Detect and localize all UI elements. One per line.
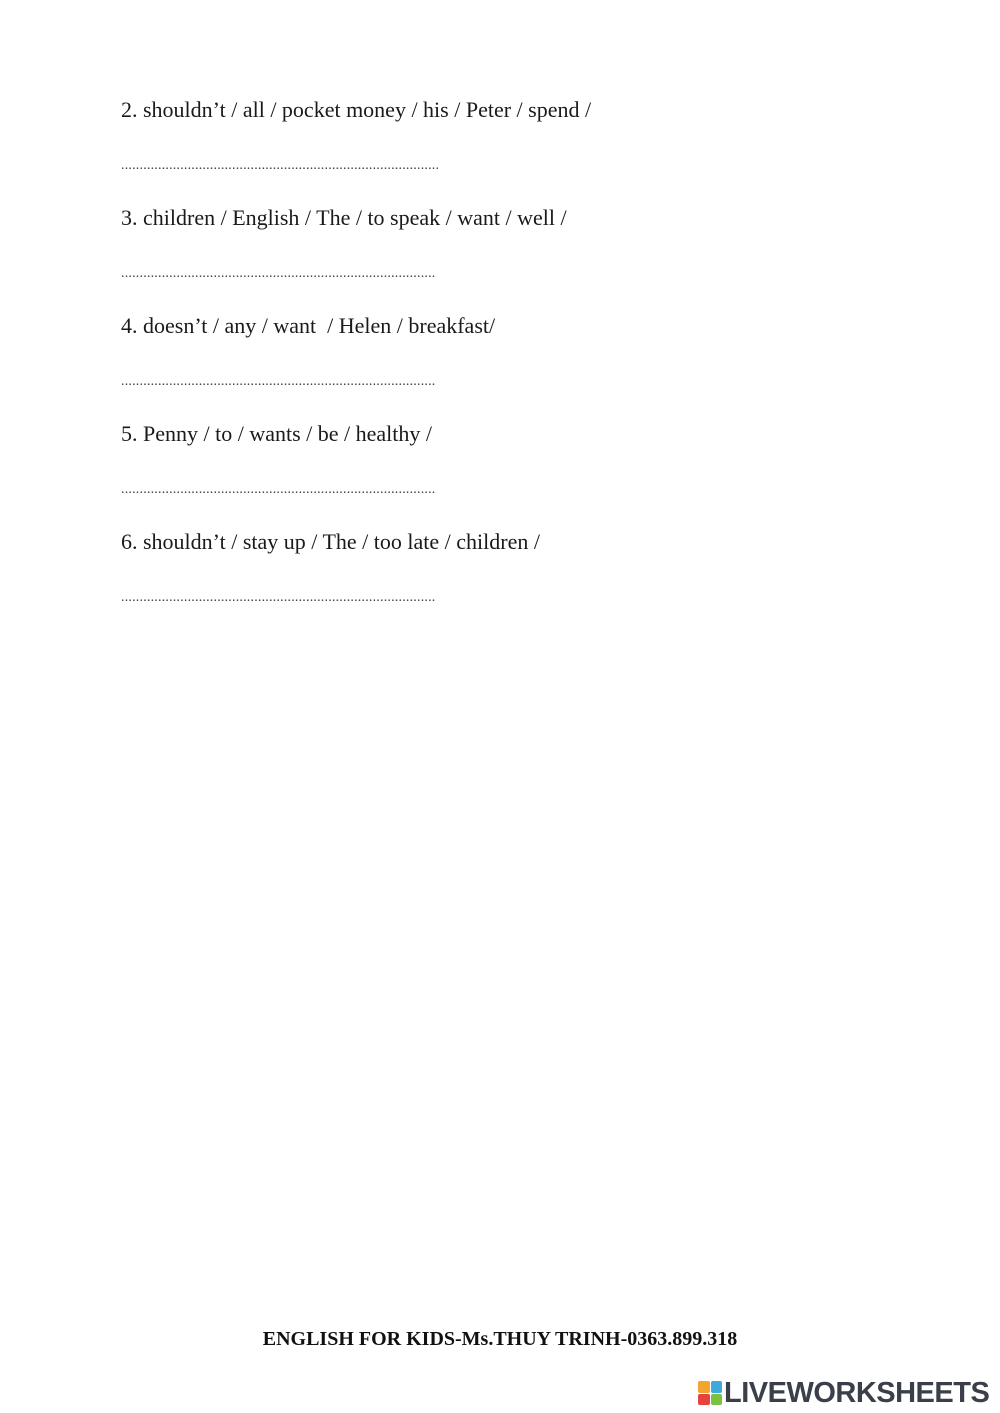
question-6-prompt: 6. shouldn’t / stay up / The / too late / children / — [121, 529, 540, 554]
question-2-prompt: 2. shouldn’t / all / pocket money / his / Peter / spend / — [121, 97, 592, 122]
logo-tile-l — [698, 1381, 710, 1393]
liveworksheets-wordmark: LIVEWORKSHEETS — [724, 1376, 990, 1409]
question-3-prompt: 3. children / English / The / to speak / want / well / — [121, 205, 567, 230]
question-3-answer-line[interactable]: ..................................................................................... — [121, 266, 436, 281]
logo-tile-v — [698, 1394, 710, 1406]
logo-tile-i — [711, 1381, 723, 1393]
question-5-prompt: 5. Penny / to / wants / be / healthy / — [121, 421, 433, 446]
liveworksheets-logo-icon — [698, 1381, 722, 1405]
footer-credit: ENGLISH FOR KIDS-Ms.THUY TRINH-0363.899.318 — [262, 1328, 738, 1350]
question-6-answer-line[interactable]: ..................................................................................... — [121, 590, 436, 605]
logo-tile-e — [711, 1394, 723, 1406]
question-4-prompt: 4. doesn’t / any / want / Helen / breakfast/ — [121, 313, 496, 338]
liveworksheets-brand[interactable] — [698, 1377, 989, 1409]
question-2-answer-line[interactable]: ...................................................................................... — [121, 158, 440, 173]
question-5-answer-line[interactable]: ..................................................................................... — [121, 482, 436, 497]
question-4-answer-line[interactable]: ..................................................................................... — [121, 374, 436, 389]
